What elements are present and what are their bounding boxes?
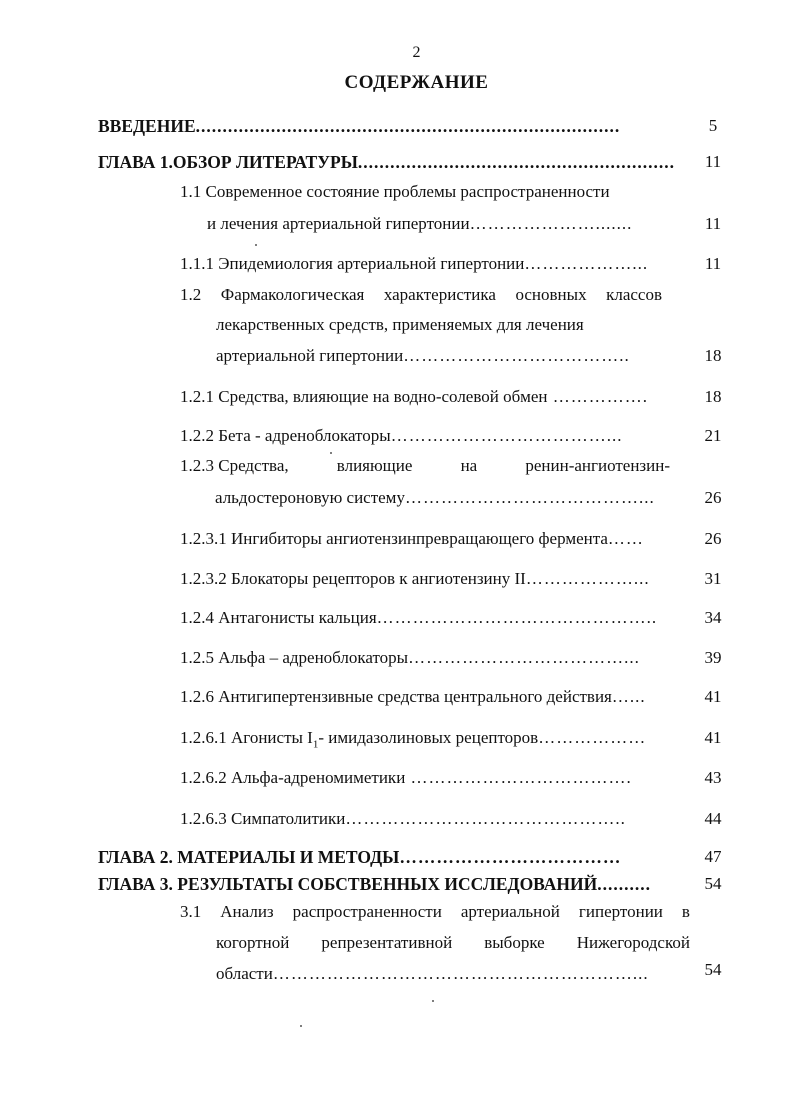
toc-page-number: 18 <box>704 346 722 365</box>
toc-leader-dots: ……………………………………….. <box>345 809 626 828</box>
toc-entry-1-2-2[interactable] <box>180 424 690 448</box>
toc-entry-1-2-3-line-2[interactable] <box>215 486 690 510</box>
toc-page-number: 5 <box>708 116 718 135</box>
toc-word: в <box>681 902 690 921</box>
toc-page-number: 26 <box>704 529 722 548</box>
scan-speck <box>255 244 257 246</box>
toc-leader-dots: ........................................................... <box>357 152 676 172</box>
toc-entry-1-2-6-3[interactable] <box>180 807 685 831</box>
toc-entry-1-2-3-1[interactable] <box>180 527 690 551</box>
toc-entry-1-2-6[interactable] <box>180 685 690 709</box>
toc-page-number: 31 <box>704 569 722 588</box>
toc-page-number: 43 <box>704 768 722 787</box>
toc-word: 3.1 <box>180 902 202 921</box>
toc-entry-label: ГЛАВА 3. РЕЗУЛЬТАТЫ СОБСТВЕННЫХ ИССЛЕДОВАНИЙ <box>98 874 598 894</box>
toc-entry-label: 1.2.1 Средства, влияющие на водно-солевой обмен <box>180 387 548 406</box>
toc-page-number: 11 <box>704 152 722 171</box>
toc-word: когортной <box>216 933 290 952</box>
toc-leader-dots: ………………………………. <box>405 768 632 787</box>
toc-word: репрезентативной <box>321 933 453 952</box>
page-number: 2 <box>412 44 421 61</box>
toc-word: Нижегородской <box>576 933 690 952</box>
toc-word: влияющие <box>336 456 413 475</box>
toc-word: распространенности <box>292 902 442 921</box>
scan-speck <box>432 1000 434 1002</box>
toc-entry-label: 1.2.3.1 Ингибиторы ангиотензинпревращающего фермента <box>180 529 608 548</box>
toc-entry-3-1-line-3[interactable] <box>216 962 690 986</box>
toc-leader-dots: ……………………………….. <box>403 346 630 365</box>
toc-word: артериальной <box>460 902 560 921</box>
toc-word: ренин-ангиотензин- <box>525 456 670 475</box>
toc-entry-1-2-line-3[interactable] <box>216 344 690 368</box>
toc-leader-dots: …………………....... <box>469 214 633 233</box>
toc-word: основных <box>515 285 587 304</box>
toc-entry-1-1-line-1[interactable] <box>180 180 695 204</box>
toc-entry-label: ГЛАВА 2. МАТЕРИАЛЫ И МЕТОДЫ <box>98 847 400 867</box>
toc-leader-dots: ……………………………… <box>399 847 622 867</box>
toc-page-number: 34 <box>704 608 722 627</box>
toc-entry-label: 1.2.5 Альфа – адреноблокаторы <box>180 648 409 667</box>
toc-entry-1-2-6-2[interactable] <box>180 766 688 790</box>
toc-page-number: 54 <box>704 960 722 979</box>
toc-entry-3-1-line-2[interactable] <box>216 931 690 955</box>
toc-leader-dots: ……………………………………………………... <box>272 964 649 983</box>
toc-entry-chapter-3[interactable] <box>98 872 688 896</box>
toc-leader-dots: ………………………………... <box>390 426 623 445</box>
toc-word: выборке <box>484 933 545 952</box>
toc-page-number: 11 <box>704 254 722 273</box>
toc-page-number: 21 <box>704 426 722 445</box>
toc-leader-dots: ………………... <box>524 254 649 273</box>
toc-page-number: 26 <box>704 488 722 507</box>
toc-entry-label: альдостероновую систему <box>215 488 405 507</box>
toc-word: 1.2.3 Средства, <box>180 456 289 475</box>
toc-entry-label: и лечения артериальной гипертонии <box>207 214 470 233</box>
toc-entry-label-rest: - имидазолиновых рецепторов <box>318 728 539 747</box>
toc-entry-1-2-3-2[interactable] <box>180 567 688 591</box>
toc-entry-chapter-1[interactable] <box>98 150 688 174</box>
toc-leader-dots: ……………………………………….. <box>376 608 658 627</box>
toc-leader-dots: ............................................................................... <box>195 116 621 136</box>
toc-entry-label: артериальной гипертонии <box>216 346 404 365</box>
toc-entry-label: 1.2.6.1 Агонисты I <box>180 728 313 747</box>
toc-entry-chapter-2[interactable] <box>98 845 688 869</box>
toc-entry-1-1-line-2[interactable] <box>207 212 682 236</box>
toc-page-number: 47 <box>704 847 722 866</box>
toc-entry-label: области <box>216 964 273 983</box>
toc-entry-1-2-4[interactable] <box>180 606 688 630</box>
toc-leader-dots: ………………………………... <box>408 648 640 667</box>
toc-entry-label: лекарственных средств, применяемых для лечения <box>216 315 584 334</box>
toc-page-number: 54 <box>704 874 722 893</box>
toc-entry-label: 1.2.2 Бета - адреноблокаторы <box>180 426 391 445</box>
toc-entry-label: ГЛАВА 1.ОБЗОР ЛИТЕРАТУРЫ <box>98 152 358 172</box>
toc-leader-dots: …... <box>611 687 646 706</box>
scan-speck <box>330 452 332 454</box>
toc-word: характеристика <box>383 285 496 304</box>
toc-word: Анализ <box>220 902 274 921</box>
toc-word: 1.2 <box>180 285 202 304</box>
toc-entry-label: 1.2.3.2 Блокаторы рецепторов к ангиотензину II <box>180 569 526 588</box>
toc-leader-dots: ……………… <box>538 728 647 747</box>
toc-entry-1-2-line-2[interactable] <box>216 313 686 337</box>
toc-subscript: 1 <box>312 738 319 750</box>
toc-page-number: 41 <box>704 728 722 747</box>
toc-leader-dots: ………………... <box>525 569 650 588</box>
toc-entry-1-2-3-line-1[interactable] <box>180 454 670 478</box>
toc-entry-label: 1.2.6 Антигипертензивные средства центрального действия <box>180 687 612 706</box>
scan-speck <box>300 1025 302 1027</box>
toc-word: гипертонии <box>578 902 663 921</box>
toc-entry-1-2-line-1[interactable] <box>180 283 662 307</box>
toc-word: на <box>460 456 478 475</box>
toc-leader-dots: …………………………………... <box>404 488 655 507</box>
toc-page-number: 11 <box>704 214 722 233</box>
toc-entry-label: 1.2.6.3 Симпатолитики <box>180 809 346 828</box>
toc-word: классов <box>606 285 662 304</box>
toc-leader-dots: …… <box>607 529 644 548</box>
toc-page-number: 41 <box>704 687 722 706</box>
page-title: СОДЕРЖАНИЕ <box>344 72 489 93</box>
toc-entry-label: ВВЕДЕНИЕ <box>98 116 196 136</box>
toc-page-number: 44 <box>704 809 722 828</box>
toc-entry-1-2-1[interactable] <box>180 385 688 409</box>
toc-entry-label: 1.1.1 Эпидемиология артериальной гипертонии <box>180 254 525 273</box>
toc-leader-dots: .......... <box>597 874 651 894</box>
toc-entry-label: 1.2.4 Антагонисты кальция <box>180 608 377 627</box>
toc-entry-3-1-line-1[interactable] <box>180 900 690 924</box>
toc-entry-label: 1.2.6.2 Альфа-адреномиметики <box>180 768 406 787</box>
toc-entry-intro[interactable] <box>98 114 688 138</box>
toc-page-number: 18 <box>704 387 722 406</box>
toc-entry-1-2-6-1[interactable] <box>180 726 688 750</box>
toc-entry-1-1-1[interactable] <box>180 252 684 276</box>
toc-page-number: 39 <box>704 648 722 667</box>
toc-leader-dots: ……………. <box>547 387 648 406</box>
toc-entry-label: 1.1 Современное состояние проблемы распространенности <box>180 182 610 201</box>
toc-word: Фармакологическая <box>220 285 365 304</box>
toc-entry-1-2-5[interactable] <box>180 646 690 670</box>
